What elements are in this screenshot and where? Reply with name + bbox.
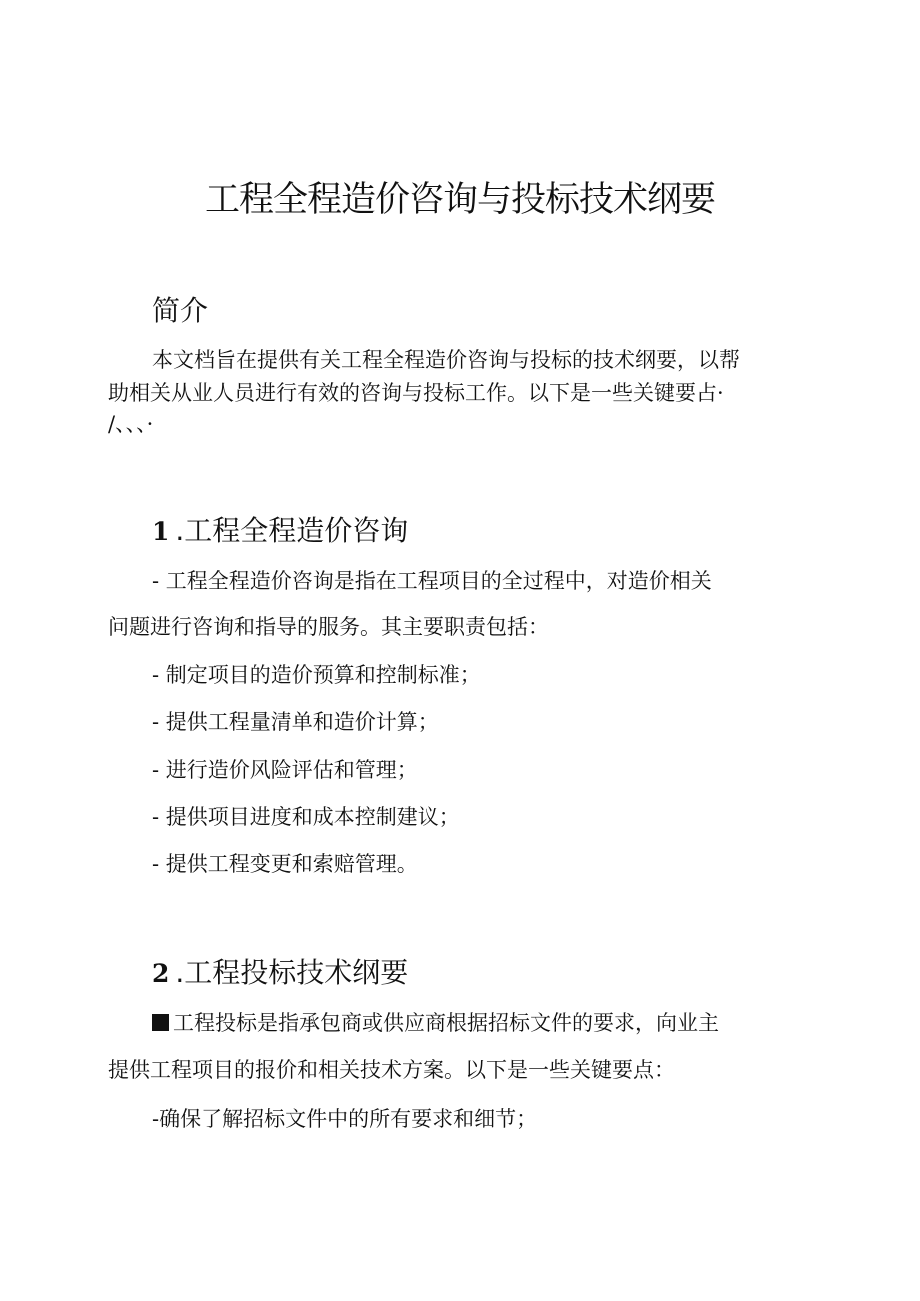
intro-line-2: 助相关从业人员进行有效的咨询与投标工作。以下是一些关键要占· [108, 381, 724, 405]
section-2-number: 2 [152, 959, 170, 988]
section-2-heading [152, 955, 408, 992]
section-2-line-2: 提供工程项目的报价和相关技术方案。以下是一些关键要点： [108, 1058, 675, 1082]
section-1-item-3: - 进行造价风险评估和管理； [152, 758, 418, 782]
section-2-title: .工程投标技术纲要 [175, 956, 409, 989]
black-square-bullet-icon [152, 1014, 169, 1031]
section-1-title: .工程全程造价咨询 [175, 514, 409, 547]
section-1-number: 1 [152, 517, 170, 546]
section-1-item-5: - 提供工程变更和索赔管理。 [152, 852, 418, 876]
intro-line-1: 本文档旨在提供有关工程全程造价咨询与投标的技术纲要，以帮 [152, 348, 740, 372]
intro-heading: 简介 [152, 294, 209, 327]
intro-line-3: /、、、· [108, 412, 154, 436]
section-1-item-2: - 提供工程量清单和造价计算； [152, 710, 439, 734]
section-1-item-4: - 提供项目进度和成本控制建议； [152, 805, 460, 829]
document-title: 工程全程造价咨询与投标技术纲要 [204, 180, 715, 220]
section-2-line-1-text: 工程投标是指承包商或供应商根据招标文件的要求，向业主 [173, 1011, 719, 1035]
section-1-item-1: - 制定项目的造价预算和控制标准； [152, 663, 481, 687]
section-2-item-1: -确保了解招标文件中的所有要求和细节； [152, 1107, 538, 1131]
section-1-line-1: - 工程全程造价咨询是指在工程项目的全过程中，对造价相关 [152, 569, 712, 593]
section-1-heading [152, 513, 408, 550]
section-2-line-1 [152, 1008, 719, 1038]
section-1-line-2: 问题进行咨询和指导的服务。其主要职责包括： [108, 615, 549, 639]
